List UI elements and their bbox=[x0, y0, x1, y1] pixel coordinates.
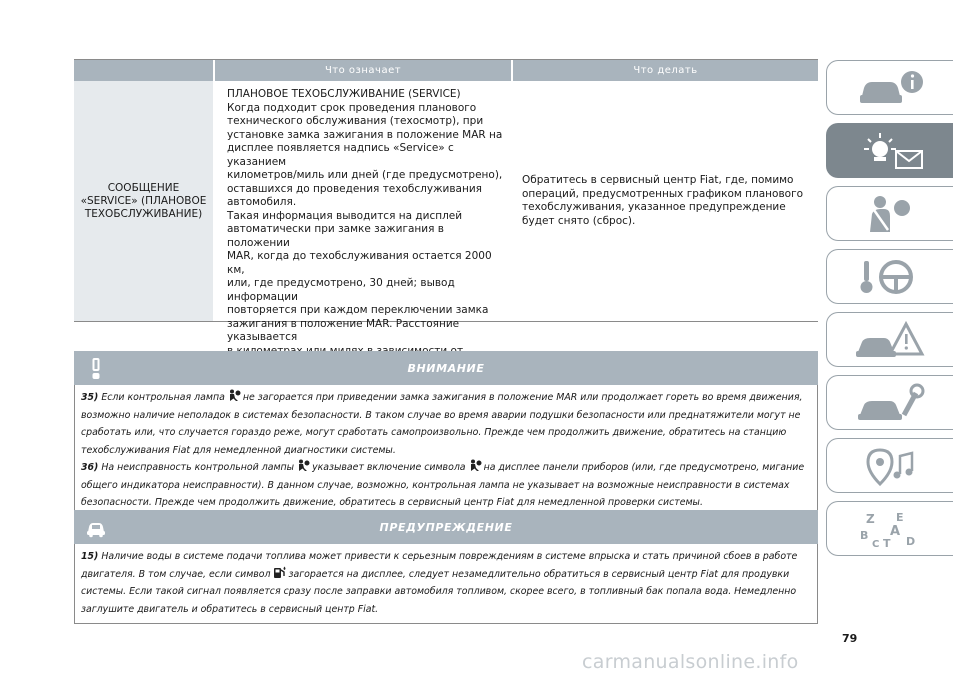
header-means: Что означает bbox=[215, 60, 511, 81]
tab-multimedia[interactable] bbox=[826, 438, 953, 493]
message-cell: СООБЩЕНИЕ «SERVICE» (ПЛАНОВОЕ ТЕХОБСЛУЖИВАНИЕ) bbox=[74, 81, 213, 321]
alphabetical-index-icon bbox=[850, 507, 930, 551]
todo-text: Обратитесь в сервисный центр Fiat, где, помимо операций, предусмотренных графиком планового техобслуживания, указанное предупреждение будет снято (сброс). bbox=[522, 174, 804, 227]
warning-text: На неисправность контрольной лампы bbox=[101, 462, 295, 473]
page-number: 79 bbox=[842, 632, 858, 645]
warning-paragraph-36 bbox=[81, 459, 811, 512]
warning-text: указывает включение символа bbox=[312, 462, 466, 473]
warning-text: не загорается при приведении замка зажигания в положение MAR или продолжает гореть во время движения, возможно наличие неполадок в системах безопасности. В таком случае во время аварии подушки безопасности или преднатяжители могут не сработать или, что случается гораздо реже, могут сработать самопроизвольно. Прежде чем продолжить движение, обратитесь на станцию техобслуживания Fiat для немедленной диагностики системы. bbox=[81, 392, 803, 456]
todo-cell bbox=[511, 81, 818, 321]
tab-driving[interactable] bbox=[826, 249, 953, 304]
airbag-warning-icon bbox=[227, 389, 241, 402]
chapter-sidebar bbox=[826, 60, 953, 564]
tab-emergency[interactable] bbox=[826, 312, 953, 367]
caution-text: Наличие воды в системе подачи топлива может привести к серьезным повреждениям в системе впрыска и стать причиной сбоев в работе двигателя. В том случае, если символ bbox=[81, 551, 798, 580]
breakdown-triangle-icon bbox=[850, 318, 930, 362]
warning-text: на дисплее панели приборов (или, где предусмотрено, мигание общего индикатора неисправности). В данном случае, возможно, контрольная лампа не указывает на возможные неисправности в системах безопасности. Прежде чем продолжить движение, обратитесь в сервисный центр Fiat для немедленной проверки системы. bbox=[81, 462, 805, 508]
tab-index[interactable] bbox=[826, 501, 953, 556]
car-info-icon bbox=[850, 66, 930, 110]
index-letter: D bbox=[906, 534, 916, 548]
caution-body bbox=[74, 544, 818, 624]
steering-key-icon bbox=[850, 255, 930, 299]
water-in-fuel-icon bbox=[273, 566, 287, 579]
index-letter: E bbox=[896, 510, 904, 524]
service-wrench-icon bbox=[850, 381, 930, 425]
audio-navigation-icon bbox=[850, 444, 930, 488]
means-cell bbox=[213, 81, 511, 343]
watermark: carmanualsonline.info bbox=[582, 651, 799, 673]
exclamation-icon bbox=[84, 356, 108, 380]
note-number: 35) bbox=[81, 392, 99, 403]
warning-light-message-icon bbox=[850, 129, 930, 173]
index-letter: C bbox=[872, 538, 880, 550]
caution-paragraph-15 bbox=[81, 548, 811, 618]
note-number: 36) bbox=[81, 462, 99, 473]
warning-box bbox=[74, 351, 818, 518]
means-text: ПЛАНОВОЕ ТЕХОБСЛУЖИВАНИЕ (SERVICE) Когда подходит срок проведения планового технического обслуживания (техосмотр), при установке замка зажигания в положение MAR на дисплее появляется надпись «Service» с указанием километров/миль или дней (где предусмотрено), оставшихся до проведения техобслуживания автомобиля. Такая информация выводится на дисплей автоматически при замке зажигания в положении MAR, когда до техобслуживания остается 2000 км, или, где предусмотрено, 30 дней; вывод информации повторяется при каждом переключении замка зажигания в положение MAR. Расстояние указывается bbox=[227, 88, 503, 343]
tab-maintenance[interactable] bbox=[826, 375, 953, 430]
tab-warning-lights[interactable] bbox=[826, 123, 953, 178]
index-letter: T bbox=[883, 536, 891, 550]
index-letter: B bbox=[860, 528, 869, 542]
warning-paragraph-35 bbox=[81, 389, 811, 459]
note-number: 15) bbox=[81, 551, 99, 562]
index-letter: A bbox=[890, 523, 901, 539]
airbag-warning-icon bbox=[296, 459, 310, 472]
info-table bbox=[74, 59, 818, 343]
caution-title: ПРЕДУПРЕЖДЕНИЕ bbox=[379, 520, 513, 534]
tab-safety[interactable] bbox=[826, 186, 953, 241]
seatbelt-safety-icon bbox=[850, 192, 930, 236]
warning-title: ВНИМАНИЕ bbox=[407, 361, 485, 375]
tab-car-info[interactable] bbox=[826, 60, 953, 115]
car-caution-icon bbox=[84, 515, 108, 539]
warning-body bbox=[74, 385, 818, 518]
warning-header bbox=[74, 351, 818, 385]
caution-text: загорается на дисплее, следует незамедлительно обратиться в сервисный центр Fiat для продувки системы. Если такой сигнал появляется сразу после заправки автомобиля топливом, скорее всего, в топливный бак попала вода. Немедленно заглушите двигатель и обратитесь в сервисный центр Fiat. bbox=[81, 568, 797, 615]
table-row bbox=[74, 81, 818, 343]
warning-text: Если контрольная лампа bbox=[101, 392, 225, 403]
caution-box bbox=[74, 510, 818, 624]
header-blank-cell bbox=[74, 60, 213, 81]
table-header bbox=[74, 59, 818, 81]
header-todo: Что делать bbox=[513, 60, 818, 81]
caution-header bbox=[74, 510, 818, 544]
index-letter: Z bbox=[866, 511, 875, 526]
airbag-warning-icon bbox=[468, 459, 482, 472]
